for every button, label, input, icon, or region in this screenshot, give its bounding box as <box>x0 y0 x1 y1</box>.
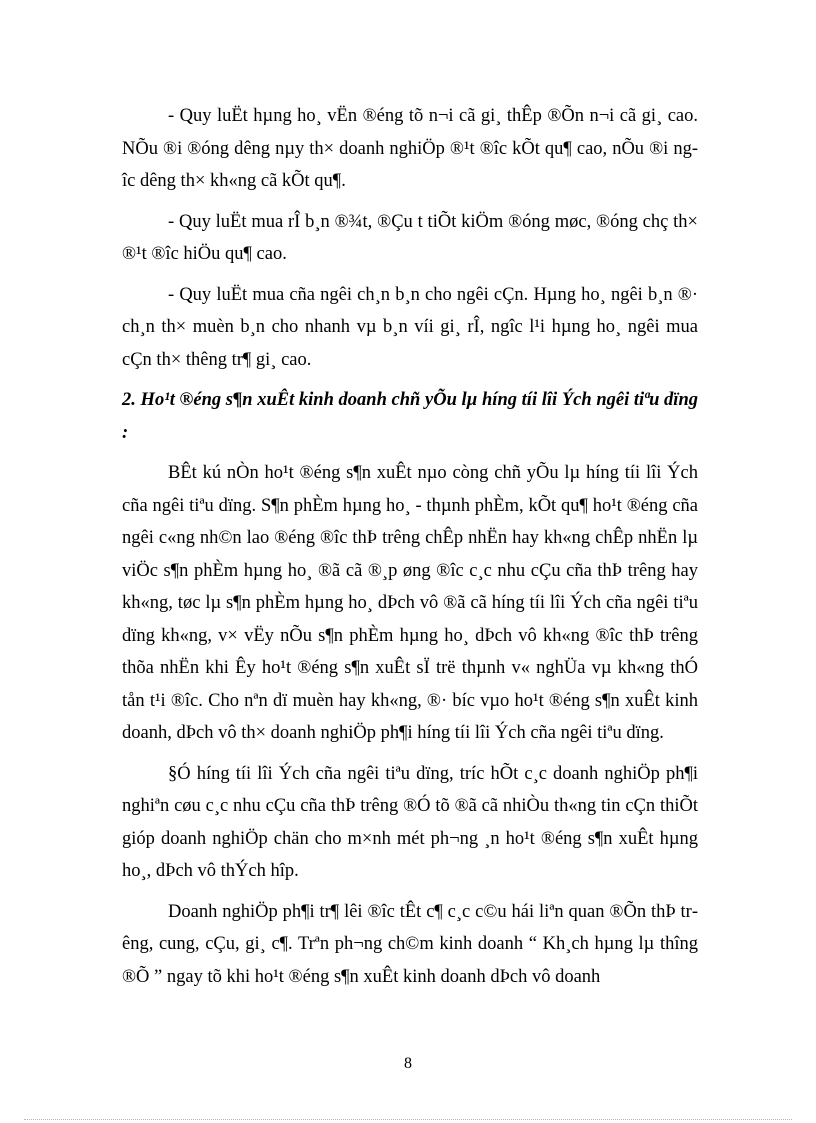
page-number: 8 <box>404 1055 412 1072</box>
footer-divider <box>24 1119 792 1120</box>
paragraph: - Quy luËt hµng ho¸ vËn ®éng tõ n¬i cã gi¸ thÊp ®Õn n¬i cã gi¸ cao. NÕu ®i ®óng dêng nµy th× doanh nghiÖp ®¹t ®îc kÕt qu¶ cao, nÕu ®i ngîc dêng th× kh«ng cã kÕt qu¶. <box>122 106 698 191</box>
paragraph: - Quy luËt mua rÎ b¸n ®¾t, ®Çu t tiÕt kiÖm ®óng møc, ®óng chç th× ®¹t ®îc hiÖu qu¶ cao. <box>122 211 698 264</box>
section-heading: 2. Ho¹t ®éng s¶n xuÊt kinh doanh chñ yÕu lµ híng tíi lîi Ých ngêi tiªu dïng : <box>122 390 698 443</box>
paragraph: Doanh nghiÖp ph¶i tr¶ lêi ®îc tÊt c¶ c¸c c©u hái liªn quan ®Õn thÞ trêng, cung, cÇu, gi¸ c¶. Trªn ph¬ng ch©m kinh doanh “ Kh¸ch hµng lµ thîng ®Õ ” ngay tõ khi ho¹t ®éng s¶n xuÊt kinh doanh dÞch vô doanh <box>122 901 698 987</box>
paragraph: §Ó híng tíi lîi Ých cña ngêi tiªu dïng, tríc hÕt c¸c doanh nghiÖp ph¶i nghiªn cøu c¸c nhu cÇu cña thÞ trêng ®Ó tõ ®ã cã nhiÒu th«ng tin cÇn thiÕt gióp doanh nghiÖp chän cho m×nh mét ph¬ng ¸n ho¹t ®éng s¶n xuÊt hµng ho¸, dÞch vô thÝch hîp. <box>122 763 698 881</box>
page-body <box>122 100 698 1001</box>
paragraph: BÊt kú nÒn ho¹t ®éng s¶n xuÊt nµo còng chñ yÕu lµ híng tíi lîi Ých cña ngêi tiªu dïng. S¶n phÈm hµng ho¸ - thµnh phÈm, kÕt qu¶ ho¹t ®éng cña ngêi c«ng nh©n lao ®éng ®îc thÞ trêng chÊp nhËn hay kh«ng chÊp nhËn lµ viÖc s¶n phÈm hµng ho¸ ®ã cã ®¸p øng ®îc c¸c nhu cÇu cña thÞ trêng hay kh«ng, tøc lµ s¶n phÈm hµng ho¸ dÞch vô ®ã cã híng tíi lîi Ých cña ngêi tiªu dïng kh«ng, v× vËy nÕu s¶n phÈm hµng ho¸ dÞch vô kh«ng ®îc thÞ trêng thõa nhËn khi Êy ho¹t ®éng s¶n xuÊt sÏ trë thµnh v« nghÜa vµ kh«ng thÓ tån t¹i ®îc. Cho nªn dï muèn hay kh«ng, ®· bíc vµo ho¹t ®éng s¶n xuÊt kinh doanh, dÞch vô th× doanh nghiÖp ph¶i híng tíi lîi Ých cña ngêi tiªu dïng. <box>122 463 698 743</box>
paragraph: - Quy luËt mua cña ngêi ch¸n b¸n cho ngêi cÇn. Hµng ho¸ ngêi b¸n ®· ch¸n th× muèn b¸n cho nhanh vµ b¸n víi gi¸ rÎ, ngîc l¹i hµng ho¸ ngêi mua cÇn th× thêng tr¶ gi¸ cao. <box>122 284 698 370</box>
